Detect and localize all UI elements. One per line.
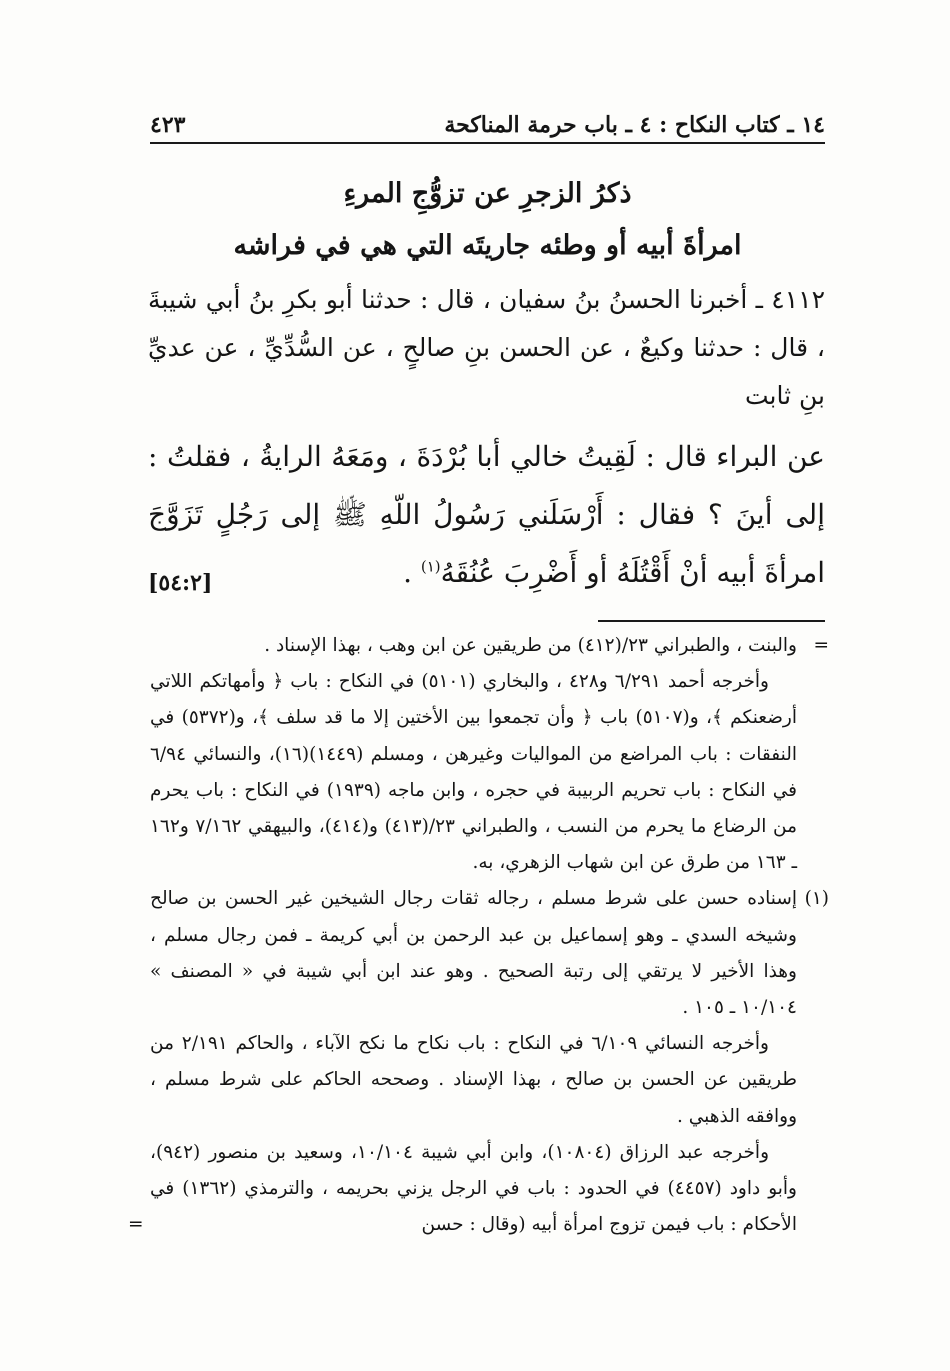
hadith-text: عن البراء قال : لَقِيتُ خالي أبا بُرْدَةَ ، ومَعَهُ الرايةُ ، فقلتُ : إلى أينَ ؟ فقال : أَرْسَلَني رَسُولُ اللّهِ ﷺ إلى رَجُلٍ تَزَوَّجَ امرأةَ أبيه أنْ أَقْتُلَهُ أو أَضْرِبَ عُنُقَهُ — [148, 440, 826, 589]
footnote-continuation — [150, 628, 829, 664]
hadith-end: . — [403, 556, 421, 589]
footnote-1 — [150, 881, 829, 1026]
footnote-paragraph — [128, 1135, 825, 1244]
footnote-paragraph: وأخرجه النسائي ٦/١٠٩ في النكاح : باب نكاح ما نكح الآباء ، والحاكم ٢/١٩١ من طريقين عن الحسن بن صالح ، بهذا الإسناد . وصححه الحاكم على شرط مسلم ، ووافقه الذهبي . — [150, 1033, 797, 1127]
chapter-title-line-2: امرأةَ أبيه أو وطئه جاريتَه التي هي في فراشه — [233, 230, 742, 261]
hadith-reference: [٥٤:٢] — [148, 570, 213, 596]
hadith-isnad: ٤١١٢ ـ أخبرنا الحسنُ بنُ سفيان ، قال : حدثنا أبو بكرِ بنُ أبي شيبةَ ، قال : حدثنا وكيعٌ ، عن الحسن بنِ صالحٍ ، عن السُّدِّيِّ ، عن عديِّ بنِ ثابت — [148, 285, 825, 410]
continued-mark: = — [128, 1214, 144, 1236]
running-head: ١٤ ـ كتاب النكاح : ٤ ـ باب حرمة المناكحة — [444, 112, 825, 138]
continuation-mark: = — [813, 635, 829, 656]
footnote-1-text: إسناده حسن على شرط مسلم ، رجاله ثقات رجال الشيخين غير الحسن بن صالح وشيخه السدي ـ وهو إسماعيل بن عبد الرحمن بن أبي كريمة ـ فمن رجال مسلم ، وهذا الأخير لا يرتقي إلى رتبة الصحيح . وهو عند ابن أبي شيبة في « المصنف » ١٠/١٠٤ ـ ١٠٥ . — [150, 888, 797, 1019]
chapter-title — [150, 168, 825, 272]
footnote-marker: (١) — [420, 557, 441, 576]
footnote-paragraph-text: وأخرجه عبد الرزاق (١٠٨٠٤)، وابن أبي شيبة ١٠/١٠٤، وسعيد بن منصور (٩٤٢)، وأبو داود (٤٤٥٧) في الحدود : باب في الرجل يزني بحريمه ، والترمذي (١٣٦٢) في الأحكام : باب فيمن تزوج امرأة أبيه (وقال : حسن — [150, 1141, 797, 1236]
page-number: ٤٢٣ — [150, 112, 186, 138]
hadith-matn — [148, 428, 825, 602]
footnotes — [128, 628, 829, 1243]
footnote-continuation-text: والبنت ، والطبراني ٢٣/(٤١٢) من طريقين عن ابن وهب ، بهذا الإسناد . — [264, 635, 797, 656]
footnote-paragraph: وأخرجه أحمد ٦/٢٩١ و٤٢٨ ، والبخاري (٥١٠١) في النكاح : باب ﴿ وأمهاتكم اللاتي أرضعنكم ﴾، و(٥١٠٧) باب ﴿ وأن تجمعوا بين الأختين إلا ما قد سلف ﴾، و(٥٣٧٢) في النفقات : باب المراضع من المواليات وغيرهن ، ومسلم (١٤٤٩)(١٦)، والنسائي ٦/٩٤ في النكاح : باب تحريم الربيبة في حجره ، وابن ماجه (١٩٣٩) في النكاح : باب يحرم من الرضاع ما يحرم من النسب ، والطبراني ٢٣/(٤١٣) و(٤١٤)، والبيهقي ٧/١٦٢ و١٦٢ ـ ١٦٣ من طرق عن ابن شهاب الزهري، به. — [150, 671, 798, 874]
footnote-divider — [598, 620, 825, 622]
footnote-1-number: (١) — [804, 888, 829, 910]
page-header — [150, 106, 825, 144]
chapter-title-line-1: ذكرُ الزجرِ عن تزوُّجِ المرءِ — [343, 178, 632, 209]
